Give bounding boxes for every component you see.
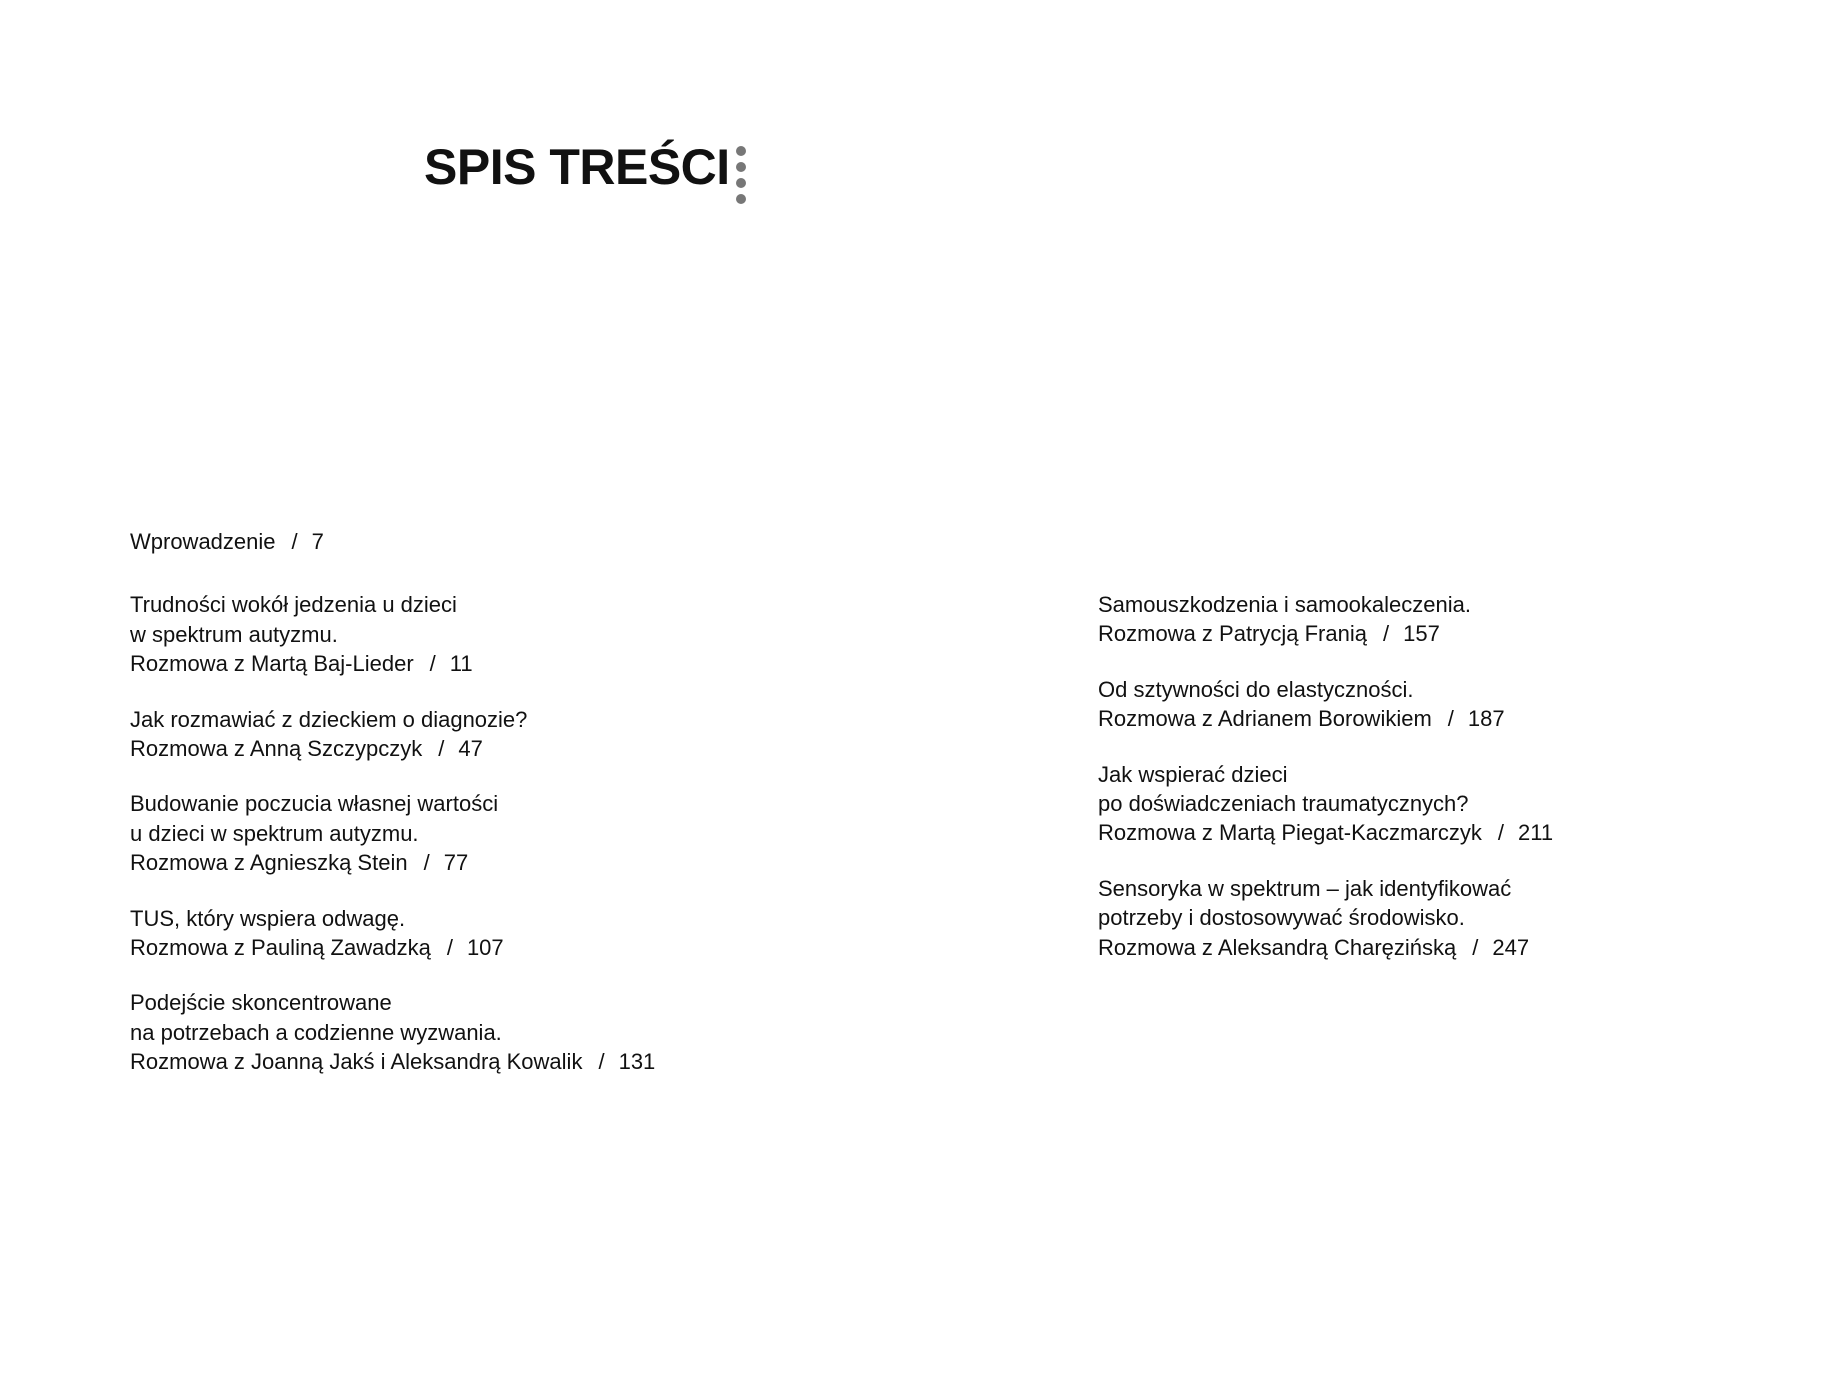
page-number: 187 — [1467, 706, 1505, 732]
toc-entry-title-line: Trudności wokół jedzenia u dzieci — [130, 592, 457, 618]
page-title: SPIS TREŚCI — [424, 139, 730, 195]
toc-entry-title-line: Podejście skoncentrowane — [130, 990, 392, 1016]
toc-entry[interactable] — [1098, 590, 1553, 649]
separator: / — [291, 529, 298, 554]
page-number: 7 — [311, 529, 324, 554]
page-number: 157 — [1403, 621, 1440, 647]
page-number: 107 — [466, 935, 504, 961]
toc-entry-title-line: Samouszkodzenia i samookaleczenia. — [1098, 592, 1471, 617]
toc-entry-title-line: Jak rozmawiać z dzieckiem o diagnozie? — [130, 706, 528, 732]
page-number: 47 — [458, 736, 483, 762]
page-number: 11 — [449, 651, 473, 677]
separator: / — [423, 850, 430, 876]
separator: / — [429, 651, 436, 677]
dots-ornament-icon — [736, 146, 746, 210]
toc-entry-title-line: Od sztywności do elastyczności. — [1098, 676, 1414, 702]
toc-entry-last-line — [130, 933, 655, 962]
toc-entry[interactable] — [130, 590, 655, 678]
toc-entry-text: Rozmowa z Martą Baj-Lieder — [130, 651, 414, 677]
toc-entry[interactable] — [130, 705, 655, 764]
toc-entry-last-line — [1098, 619, 1553, 648]
toc-entry-title-line: potrzeby i dostosowywać środowisko. — [1098, 905, 1465, 931]
toc-entry[interactable] — [1098, 760, 1553, 848]
separator: / — [438, 736, 445, 762]
page-number: 247 — [1492, 934, 1530, 960]
toc-entry-last-line — [130, 1047, 655, 1076]
toc-entry-text: Rozmowa z Agnieszką Stein — [130, 850, 408, 876]
toc-entry-title-line: TUS, który wspiera odwagę. — [130, 905, 406, 931]
toc-entry-title-line: Budowanie poczucia własnej wartości — [130, 791, 499, 817]
toc-entry[interactable] — [130, 988, 655, 1076]
toc-entry[interactable] — [130, 904, 655, 963]
separator: / — [1447, 706, 1454, 732]
toc-entry-text: Rozmowa z Aleksandrą Charęzińską — [1098, 934, 1457, 960]
toc-entry-text: Rozmowa z Martą Piegat-Kaczmarczyk — [1098, 820, 1482, 846]
toc-entry-text: Rozmowa z Pauliną Zawadzką — [130, 935, 431, 961]
toc-entry[interactable] — [1098, 874, 1553, 962]
toc-entry-text: Rozmowa z Anną Szczypczyk — [130, 736, 423, 762]
toc-entry-title-line: u dzieci w spektrum autyzmu. — [130, 820, 419, 846]
separator: / — [598, 1049, 605, 1075]
page-number: 77 — [443, 850, 469, 876]
toc-entry-last-line — [1098, 933, 1553, 962]
toc-entry[interactable] — [130, 789, 655, 877]
toc-entry-title-line: na potrzebach a codzienne wyzwania. — [130, 1019, 502, 1045]
separator: / — [1472, 934, 1479, 960]
page-number: 131 — [618, 1049, 656, 1075]
toc-entry-text: Rozmowa z Patrycją Franią — [1098, 621, 1367, 647]
toc-entry-title-line: Jak wspierać dzieci — [1098, 761, 1288, 787]
toc-left-column — [130, 527, 655, 1103]
separator: / — [1382, 621, 1390, 647]
toc-entry-last-line — [130, 848, 655, 877]
toc-entry[interactable] — [130, 527, 655, 556]
page-number: 211 — [1518, 820, 1554, 846]
toc-entry-text: Rozmowa z Joanną Jakś i Aleksandrą Kowalik — [130, 1049, 583, 1075]
toc-entry-text: Wprowadzenie — [130, 529, 276, 554]
toc-entry-last-line — [1098, 818, 1553, 847]
toc-right-column — [1098, 590, 1553, 988]
toc-entry-title-line: po doświadczeniach traumatycznych? — [1098, 791, 1469, 817]
separator: / — [1497, 820, 1505, 846]
separator: / — [446, 935, 453, 961]
toc-entry-text: Rozmowa z Adrianem Borowikiem — [1098, 706, 1432, 732]
toc-entry-last-line — [130, 649, 655, 678]
toc-entry-last-line — [130, 527, 655, 556]
toc-entry-title-line: Sensoryka w spektrum – jak identyfikować — [1098, 875, 1512, 901]
toc-entry-last-line — [1098, 704, 1553, 733]
toc-entry-title-line: w spektrum autyzmu. — [130, 621, 338, 647]
toc-entry[interactable] — [1098, 675, 1553, 734]
toc-entry-last-line — [130, 734, 655, 763]
